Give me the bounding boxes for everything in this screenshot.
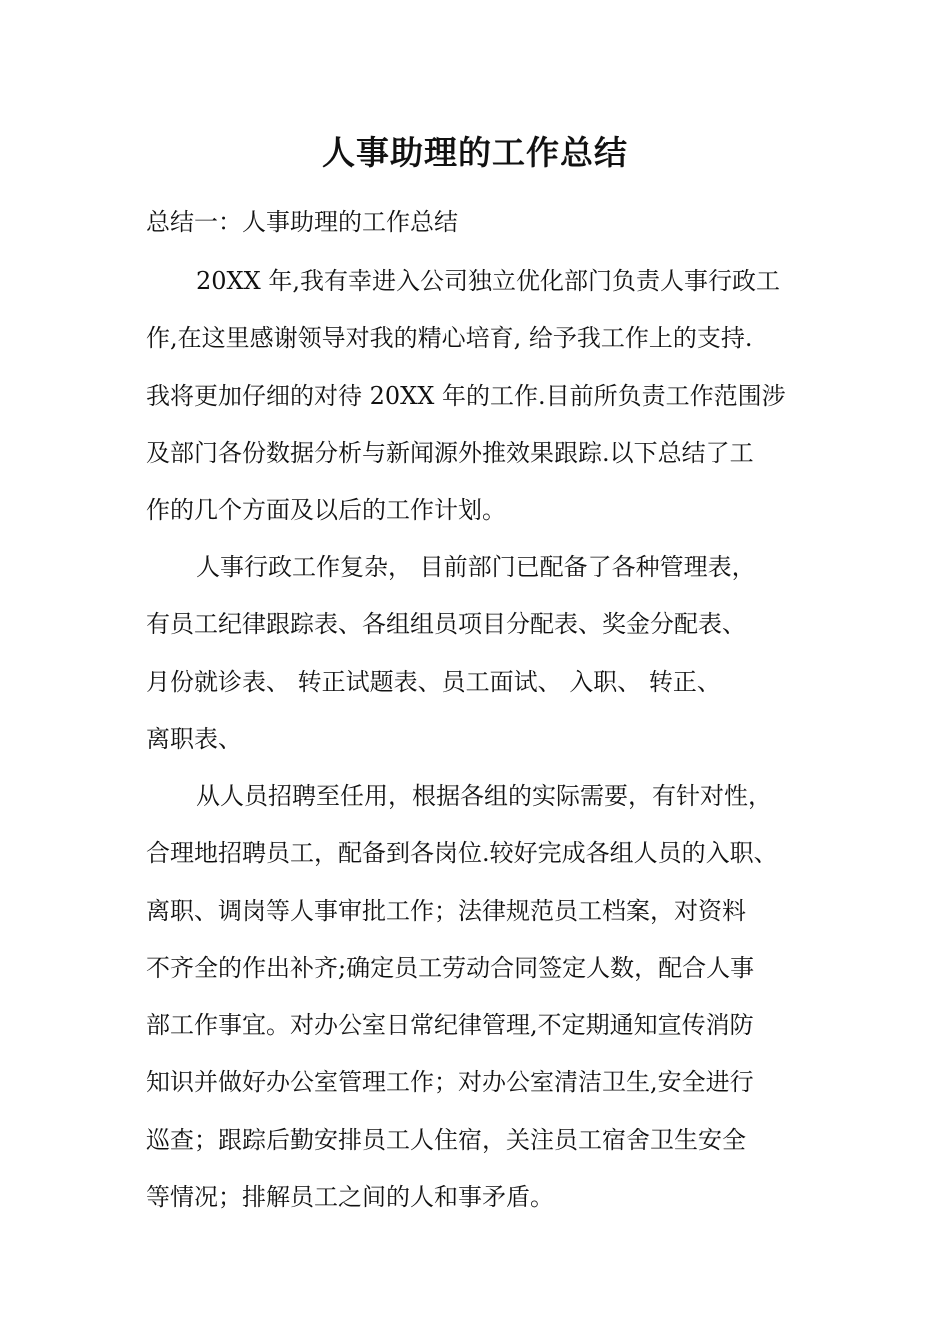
paragraph-line: 作的几个方面及以后的工作计划。 xyxy=(146,496,506,525)
paragraph-line: 不齐全的作出补齐;确定员工劳动合同签定人数，配合人事 xyxy=(146,953,755,982)
document-title: 人事助理的工作总结 xyxy=(322,133,628,172)
paragraph-line: 离职表、 xyxy=(146,724,242,753)
paragraph-line: 等情况；排解员工之间的人和事矛盾。 xyxy=(146,1183,554,1212)
paragraph-line: 及部门各份数据分析与新闻源外推效果跟踪.以下总结了工 xyxy=(146,438,754,467)
paragraph-line: 20XX 年,我有幸进入公司独立优化部门负责人事行政工 xyxy=(196,267,780,295)
paragraph-line: 部工作事宜。对办公室日常纪律管理,不定期通知宣传消防 xyxy=(146,1011,754,1040)
paragraph-line: 从人员招聘至任用，根据各组的实际需要，有针对性， xyxy=(196,782,772,810)
paragraph-1 xyxy=(146,253,826,539)
paragraph-line: 知识并做好办公室管理工作；对办公室清洁卫生,安全进行 xyxy=(146,1068,754,1097)
paragraph-line: 我将更加仔细的对待 20XX 年的工作.目前所负责工作范围涉 xyxy=(146,381,786,410)
paragraph-3 xyxy=(146,768,826,1226)
paragraph-2 xyxy=(146,539,826,768)
paragraph-line: 离职、调岗等人事审批工作；法律规范员工档案，对资料 xyxy=(146,896,746,925)
paragraph-line: 月份就诊表、 转正试题表、员工面试、 入职、 转正、 xyxy=(146,667,721,696)
paragraph-line: 巡查；跟踪后勤安排员工人住宿，关注员工宿舍卫生安全 xyxy=(146,1125,746,1154)
section-heading: 总结一：人事助理的工作总结 xyxy=(146,208,458,236)
paragraph-line: 有员工纪律跟踪表、各组组员项目分配表、奖金分配表、 xyxy=(146,610,746,639)
paragraph-line: 作,在这里感谢领导对我的精心培育, 给予我工作上的支持. xyxy=(146,324,753,353)
paragraph-line: 合理地招聘员工，配备到各岗位.较好完成各组人员的入职、 xyxy=(146,839,778,868)
paragraph-line: 人事行政工作复杂， 目前部门已配备了各种管理表， xyxy=(196,553,756,581)
